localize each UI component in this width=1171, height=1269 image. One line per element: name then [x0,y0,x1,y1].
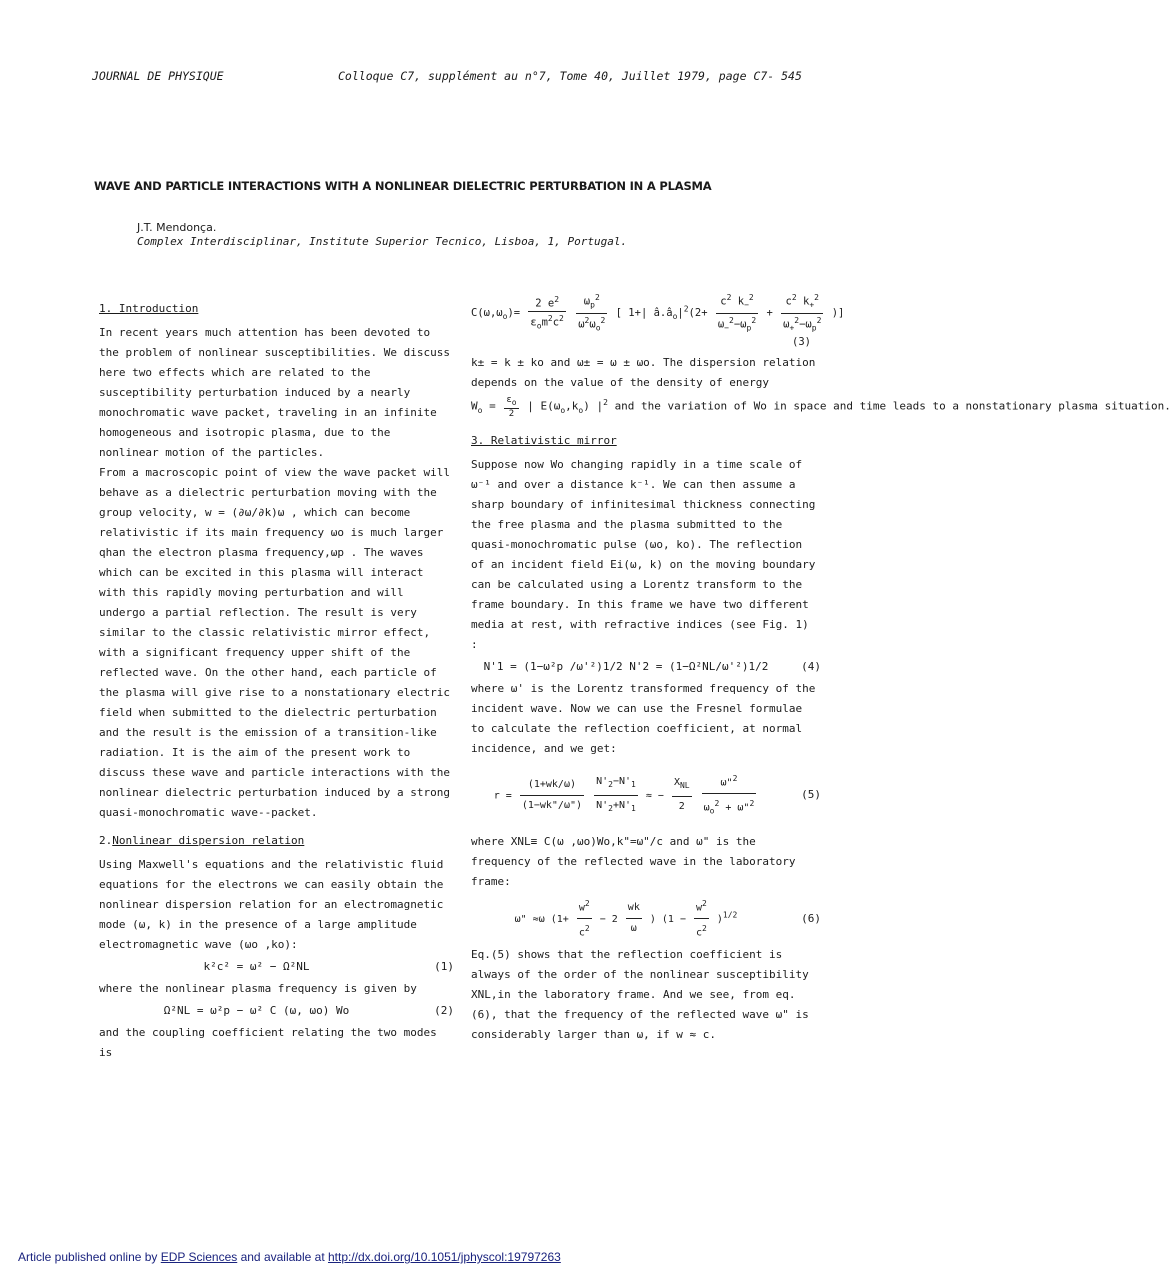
footer: Article published online by EDP Sciences and available at http://dx.doi.org/10.1051/jphyscol:19797263 [18,1250,561,1264]
equation-1 [99,957,454,977]
section-3-title: 3. Relativistic mirror [471,434,617,448]
paragraph: From a macroscopic point of view the wave packet will behave as a dielectric perturbation moving with the group velocity, w = (∂ω/∂k)ω , which can become relativistic if its main frequency ωo is much larger qhan the electron plasma frequency,ωp . The waves which can be excited in this plasma will interact with this rapidly moving perturbation and will undergo a partial reflection. The result is very similar to the classic relativistic mirror effect, with a significant frequency upper shift of the reflected wave. On the other hand, each particle of the plasma will give rise to a nonstationary electric field when submitted to the dielectric perturbation and the result is the emission of a transition-like radiation. It is the aim of the present work to discuss these wave and particle interactions with the nonlinear dielectric perturbation induced by a strong quasi-monochromatic wave--packet. [99,466,450,819]
equation-body: Ω²NL = ω²p − ω² C (ω, ωo) Wo [163,1004,350,1017]
equation-2 [99,1001,454,1021]
section-1-title: 1. Introduction [99,302,199,315]
equation-number: (5) [801,788,821,802]
equation-number: (1) [434,960,454,973]
paragraph: Eq.(5) shows that the reflection coefficient is always of the order of the nonlinear susceptibility XNL,in the laboratory frame. And we see, from eq.(6), that the frequency of the reflected wave ω" is considerably larger than ω, if w ≈ c. [471,948,809,1042]
equation-number: (2) [434,1004,454,1017]
paragraph: and the coupling coefficient relating the two modes is [99,1026,437,1059]
equation-6 [471,894,821,944]
equation-number: (6) [801,911,821,925]
equation-3: $C(\omega,\omega_o)=$ $\frac{2 e^2}{\varepsilon_om^2c^2}$ $\frac{\omega_p^2}{\omega^2\omega_o^2}$ [ 1+| $â.â_o|^2(2+$ $\frac{c^2 k_-^2}{\omega_-^2-\omega_p^2}$ + $\frac{c^2 k_+^2}{\omega_+^2-\omega_p^2}$ )] (3) [471,293,845,349]
paragraph: In recent years much attention has been devoted to the problem of nonlinear susceptibilities. We discuss here two effects which are related to the susceptibility perturbation induced by a nearly monochromatic wave packet, traveling in an infinite homogeneous and isotropic plasma, due to the nonlinear motion of the particles. [99,326,450,459]
energy-density-line: $W_o$ = $\frac{\varepsilon_o}{2}$ | $E(\omega_o,k_o)$ $|^2$ and the variation of Wo in space and time leads to a nonstationary plasma situation. [471,394,1171,419]
doi-link[interactable]: http://dx.doi.org/10.1051/jphyscol:19797263 [327,1250,561,1264]
equation-body: ω" ≈ω (1+ $\frac{w^2}{c^2}$ − 2 $\frac{wk}{\omega}$ ) (1 − $\frac{w^2}{c^2}$ )$^{1/2}$ [471,894,781,944]
section-2-title: Nonlinear dispersion relation [112,834,305,847]
equation-body: N'1 = (1−ω²p /ω'²)1/2 N'2 = (1−Ω²NL/ω'²)1/2 [483,660,769,674]
equation-body: r = $\frac{(1+wk/\omega)}{(1-wk"/\omega")}$ $\frac{N'_2-N'_1}{N'_2+N'_1}$ ≈ − $\frac{X_{NL}}{2}$ $\frac{\omega"^2}{\omega_o^2 + \omega"^2}$ [471,769,781,822]
journal-name: JOURNAL DE PHYSIQUE [92,69,224,83]
left-column [99,293,454,1063]
paragraph: where ω' is the Lorentz transformed frequency of the incident wave. Now we can use the Fresnel formulae to calculate the reflection coefficient, at normal incidence, and we get: [471,682,816,756]
affiliation: Complex Interdisciplinar, Institute Superior Tecnico, Lisboa, 1, Portugal. [137,235,628,248]
equation-number: (4) [801,660,821,674]
author: J.T. Mendonça. [137,221,217,234]
paragraph: Using Maxwell's equations and the relativistic fluid equations for the electrons we can easily obtain the nonlinear dispersion relation for an electromagnetic mode (ω, k) in the presence of a large amplitude electromagnetic wave (ωo ,ko): [99,858,444,951]
paragraph: k± = k ± ko and ω± = ω ± ωo. The dispersion relation depends on the value of the density of energy [471,356,816,390]
paragraph: Suppose now Wo changing rapidly in a time scale of ω⁻¹ and over a distance k⁻¹. We can then assume a sharp boundary of infinitesimal thickness connecting the free plasma and the plasma submitted to the quasi-monochromatic pulse (ωo, ko). The reflection of an incident field Ei(ω, k) on the moving boundary can be calculated using a Lorentz transform to the frame boundary. In this frame we have two different media at rest, with refractive indices (see Fig. 1) : [471,458,816,652]
equation-number: (3) [792,336,811,349]
section-2-heading: 2.Nonlinear dispersion relation [99,834,305,847]
citation: Colloque C7, supplément au n°7, Tome 40, Juillet 1979, page C7- 545 [338,69,802,83]
equation-4 [471,657,821,677]
publisher-link[interactable]: EDP Sciences [160,1250,238,1264]
equation-body: k²c² = ω² − Ω²NL [203,960,310,973]
paragraph: where XNL≡ C(ω ,ωo)Wo,k"=ω"/c and ω" is the frequency of the reflected wave in the laboratory frame: [471,834,796,888]
right-column [471,287,1171,1045]
paper-title: WAVE AND PARTICLE INTERACTIONS WITH A NONLINEAR DIELECTRIC PERTURBATION IN A PLASMA [94,179,712,193]
paragraph: where the nonlinear plasma frequency is given by [99,982,417,995]
equation-5 [471,769,821,822]
